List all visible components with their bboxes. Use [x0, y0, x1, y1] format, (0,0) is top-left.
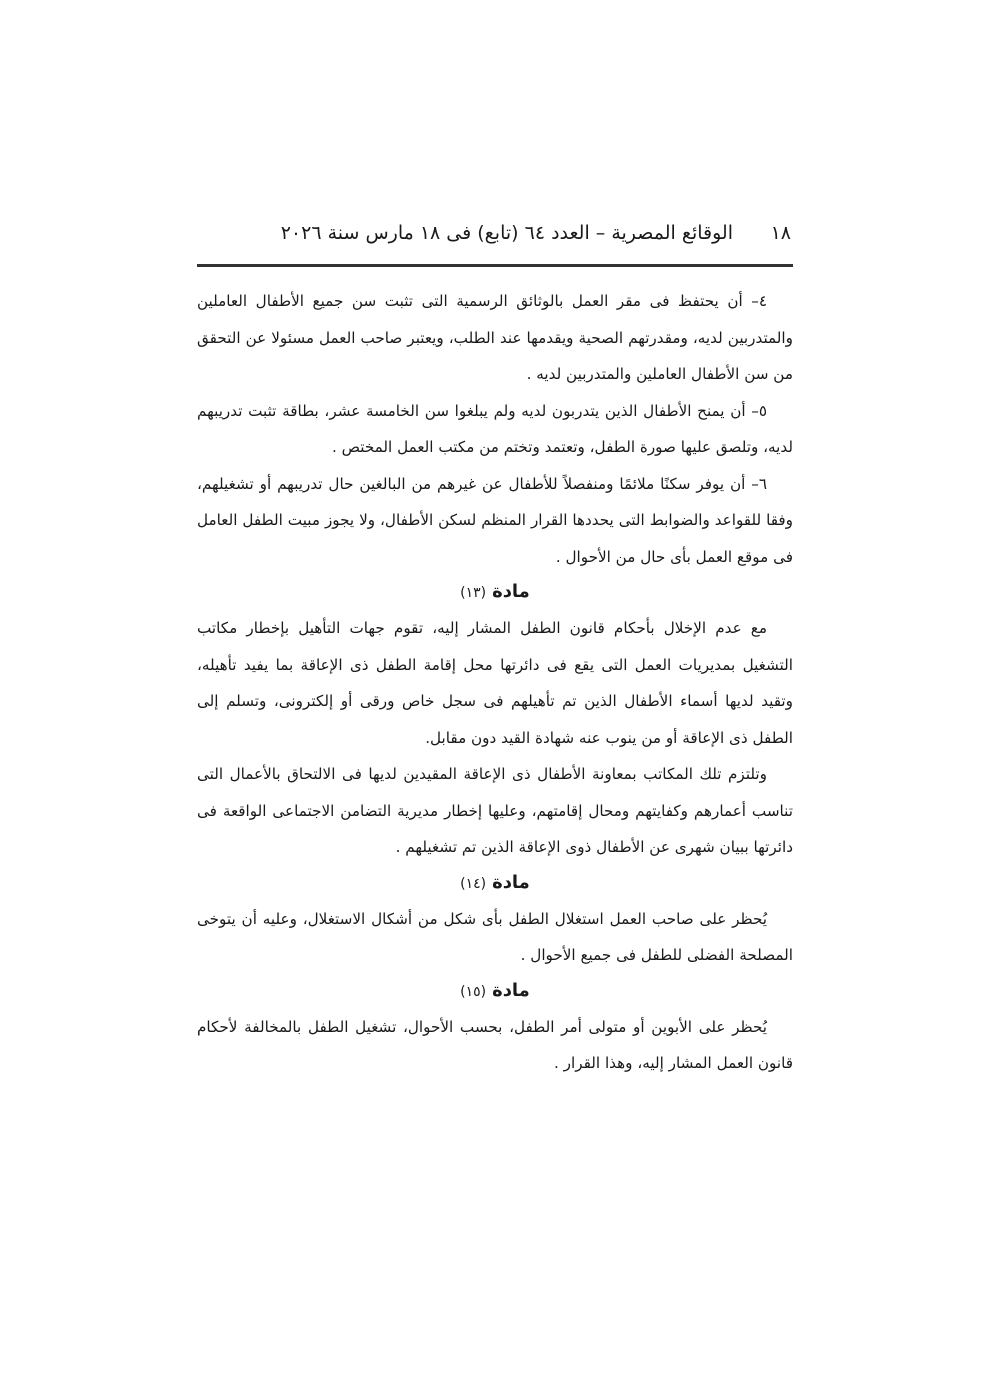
article-paragraph: يُحظر على الأبوين أو متولى أمر الطفل، بحسب الأحوال، تشغيل الطفل بالمخالفة لأحكام قانون العمل المشار إليه، وهذا القرار . — [197, 1017, 793, 1072]
article-paragraph: يُحظر على صاحب العمل استغلال الطفل بأى شكل من أشكال الاستغلال، وعليه أن يتوخى المصلحة الفضلى للطفل فى جميع الأحوال . — [197, 909, 793, 964]
article-heading — [197, 974, 793, 1009]
article-heading-word: مادة — [492, 979, 530, 1001]
article-13 — [197, 575, 793, 866]
article-14 — [197, 866, 793, 974]
header-rule — [197, 264, 793, 267]
article-heading-number: (١٣) — [460, 585, 487, 601]
article-paragraph: مع عدم الإخلال بأحكام قانون الطفل المشار إليه، تقوم جهات التأهيل بإخطار مكاتب التشغيل بمديريات العمل التى يقع فى دائرتها محل إقامة الطفل ذى الإعاقة بما يفيد تأهيله، وتقيد لديها أسماء الأطفال الذين تم تأهيلهم فى سجل خاص ورقى أو إلكترونى، وتسلم إلى الطفل ذى الإعاقة أو من ينوب عنه شهادة القيد دون مقابل. — [197, 619, 793, 747]
article-heading — [197, 866, 793, 901]
list-item-5: ٥– أن يمنح الأطفال الذين يتدربون لديه ولم يبلغوا سن الخامسة عشر، بطاقة تثبت تدريبهم لديه، وتلصق عليها صورة الطفل، وتعتمد وتختم من مكتب العمل المختص . — [197, 401, 793, 456]
article-heading-word: مادة — [492, 871, 530, 893]
list-item-4: ٤– أن يحتفظ فى مقر العمل بالوثائق الرسمية التى تثبت سن جميع الأطفال العاملين والمتدربين لديه، ومقدرتهم الصحية ويقدمها عند الطلب، ويعتبر صاحب العمل مسئولا عن التحقق من سن الأطفال العاملين والمتدربين لديه . — [197, 292, 793, 383]
article-paragraph: وتلتزم تلك المكاتب بمعاونة الأطفال ذى الإعاقة المقيدين لديها فى الالتحاق بالأعمال التى تناسب أعمارهم وكفايتهم ومحال إقامتهم، وعليها إخطار مديرية التضامن الاجتماعى الواقعة فى دائرتها ببيان شهرى عن الأطفال ذوى الإعاقة الذين تم تشغيلهم . — [197, 765, 793, 856]
article-heading-word: مادة — [492, 581, 530, 602]
article-heading-number: (١٤) — [460, 875, 487, 892]
list-item-6: ٦– أن يوفر سكنًا ملائمًا ومنفصلاً للأطفال عن غيرهم من البالغين حال تدريبهم أو تشغيلهم، وفقا للقواعد والضوابط التى يحددها القرار المنظم لسكن الأطفال، ولا يجوز مبيت الطفل العامل فى موقع العمل بأى حال من الأحوال . — [197, 474, 793, 566]
page-header — [197, 222, 793, 262]
article-15 — [197, 974, 793, 1082]
article-heading-number: (١٥) — [460, 983, 487, 1000]
document-page — [197, 222, 793, 1082]
gazette-title: الوقائع المصرية – العدد ٦٤ (تابع) فى ١٨ مارس سنة ٢٠٢٦ — [280, 222, 733, 244]
article-heading — [197, 575, 793, 610]
page-number: ١٨ — [770, 222, 791, 244]
